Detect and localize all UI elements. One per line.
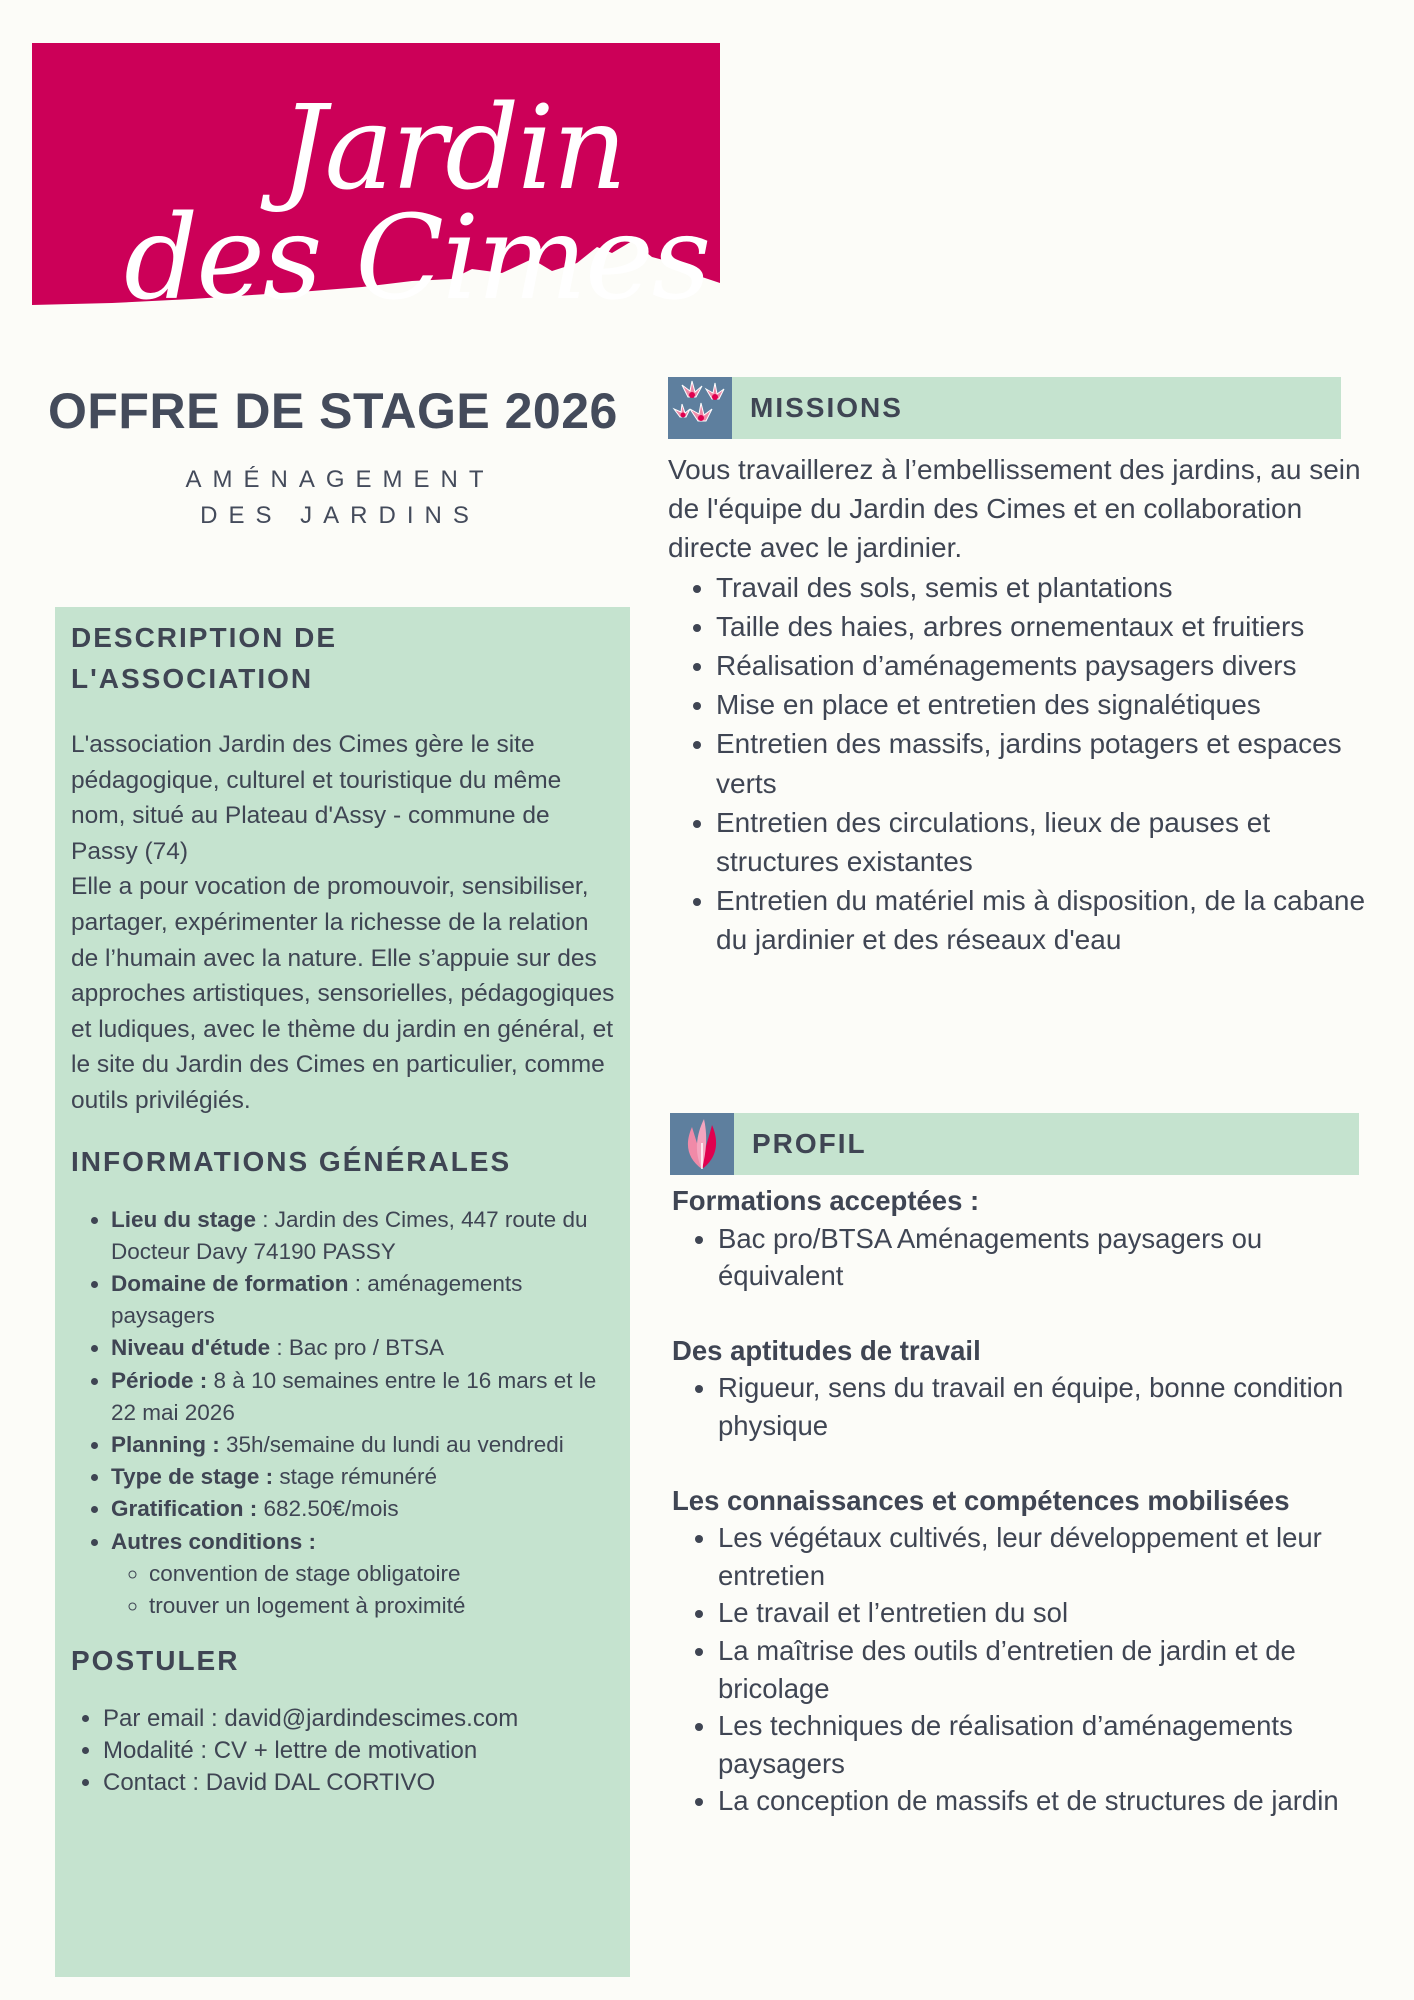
logo-text-line2: des Cimes (124, 191, 710, 310)
skill-item: • Les techniques de réalisation d’aménagements paysagers (718, 1707, 1372, 1782)
missions-header (668, 377, 1341, 439)
skill-item: • Les végétaux cultivés, leur développement et leur entretien (718, 1519, 1372, 1594)
missions-intro: Vous travaillerez à l’embellissement des jardins, au sein de l'équipe du Jardin des Cimes et en collaboration directe avec le jardinier. (668, 454, 1361, 564)
apply-item-contact: • Contact : David DAL CORTIVO (103, 1767, 616, 1799)
other-conditions-list (111, 1558, 616, 1622)
association-heading-line2: L'ASSOCIATION (71, 663, 314, 694)
skills-list (672, 1519, 1372, 1820)
apply-item-email: • Par email : david@jardindescimes.com (103, 1703, 616, 1735)
mission-item: • Entretien des circulations, lieux de pauses et structures existantes (716, 803, 1368, 881)
apply-list (71, 1703, 616, 1799)
missions-content (668, 450, 1368, 960)
mission-item: • Travail des sols, semis et plantations (716, 568, 1368, 607)
mission-item: • Taille des haies, arbres ornementaux et fruitiers (716, 607, 1368, 646)
info-item: • Domaine de formation : aménagements paysagers (111, 1268, 616, 1332)
skills-heading: Les connaissances et compétences mobilisées (672, 1484, 1290, 1516)
leaf-icon (670, 1113, 734, 1175)
other-condition-item: ◦ convention de stage obligatoire (149, 1558, 616, 1590)
skill-item: • La conception de massifs et de structures de jardin (718, 1782, 1372, 1820)
aptitudes-heading: Des aptitudes de travail (672, 1334, 981, 1366)
profil-header (670, 1113, 1359, 1175)
subtitle-line2: DES JARDINS (200, 502, 480, 529)
logo-text-line1: Jardin (280, 81, 626, 216)
apply-item-modality: • Modalité : CV + lettre de motivation (103, 1735, 616, 1767)
skill-item: • Le travail et l’entretien du sol (718, 1594, 1372, 1632)
association-heading (71, 617, 616, 699)
profil-content (672, 1182, 1372, 1820)
info-item: • Type de stage : stage rémunéré (111, 1461, 616, 1493)
infos-heading: INFORMATIONS GÉNÉRALES (71, 1145, 512, 1177)
info-item-other-conditions: • Autres conditions : ◦ convention de stage obligatoire ◦ trouver un logement à proximité (111, 1526, 616, 1623)
logo (32, 43, 720, 310)
info-item: • Gratification : 682.50€/mois (111, 1493, 616, 1525)
aptitude-item: • Rigueur, sens du travail en équipe, bonne condition physique (718, 1369, 1372, 1444)
mission-item: • Mise en place et entretien des signalétiques (716, 685, 1368, 724)
mission-item: • Entretien du matériel mis à disposition, de la cabane du jardinier et des réseaux d'eau (716, 881, 1368, 959)
page-title: OFFRE DE STAGE 2026 (48, 383, 618, 439)
association-paragraph-1: L'association Jardin des Cimes gère le site pédagogique, culturel et touristique du même nom, situé au Plateau d'Assy - commune de Passy (74) (71, 731, 562, 865)
apply-heading: POSTULER (71, 1645, 240, 1677)
association-heading-line1: DESCRIPTION DE (71, 622, 338, 653)
association-paragraph-2: Elle a pour vocation de promouvoir, sensibiliser, partager, expérimenter la richesse de la relation de l’humain avec la nature. Elle s’appuie sur des approches artistiques, sensorielles, pédagogiques et ludiques, avec le thème du jardin en général, et le site du Jardin des Cimes en particulier, comme outils privilégiés. (71, 873, 615, 1114)
info-item: • Niveau d'étude : Bac pro / BTSA (111, 1332, 616, 1364)
association-description (71, 727, 616, 1119)
formations-heading: Formations acceptées : (672, 1185, 980, 1216)
infos-list (71, 1204, 616, 1623)
formations-list (672, 1220, 1372, 1295)
profil-heading: PROFIL (752, 1128, 867, 1159)
info-item: • Période : 8 à 10 semaines entre le 16 mars et le 22 mai 2026 (111, 1365, 616, 1429)
info-item: • Planning : 35h/semaine du lundi au vendredi (111, 1429, 616, 1461)
other-condition-item: ◦ trouver un logement à proximité (149, 1590, 616, 1622)
mission-item: • Entretien des massifs, jardins potagers et espaces verts (716, 724, 1368, 802)
aptitudes-list (672, 1369, 1372, 1444)
missions-list (668, 568, 1368, 960)
info-item: • Lieu du stage : Jardin des Cimes, 447 route du Docteur Davy 74190 PASSY (111, 1204, 616, 1268)
page-subtitle (130, 462, 550, 534)
subtitle-line1: AMÉNAGEMENT (185, 466, 495, 493)
flower-icon (668, 377, 732, 439)
left-panel (55, 607, 630, 1977)
skill-item: • La maîtrise des outils d’entretien de jardin et de bricolage (718, 1632, 1372, 1707)
missions-heading: MISSIONS (750, 392, 903, 423)
formation-item: • Bac pro/BTSA Aménagements paysagers ou équivalent (718, 1220, 1372, 1295)
mission-item: • Réalisation d’aménagements paysagers divers (716, 646, 1368, 685)
